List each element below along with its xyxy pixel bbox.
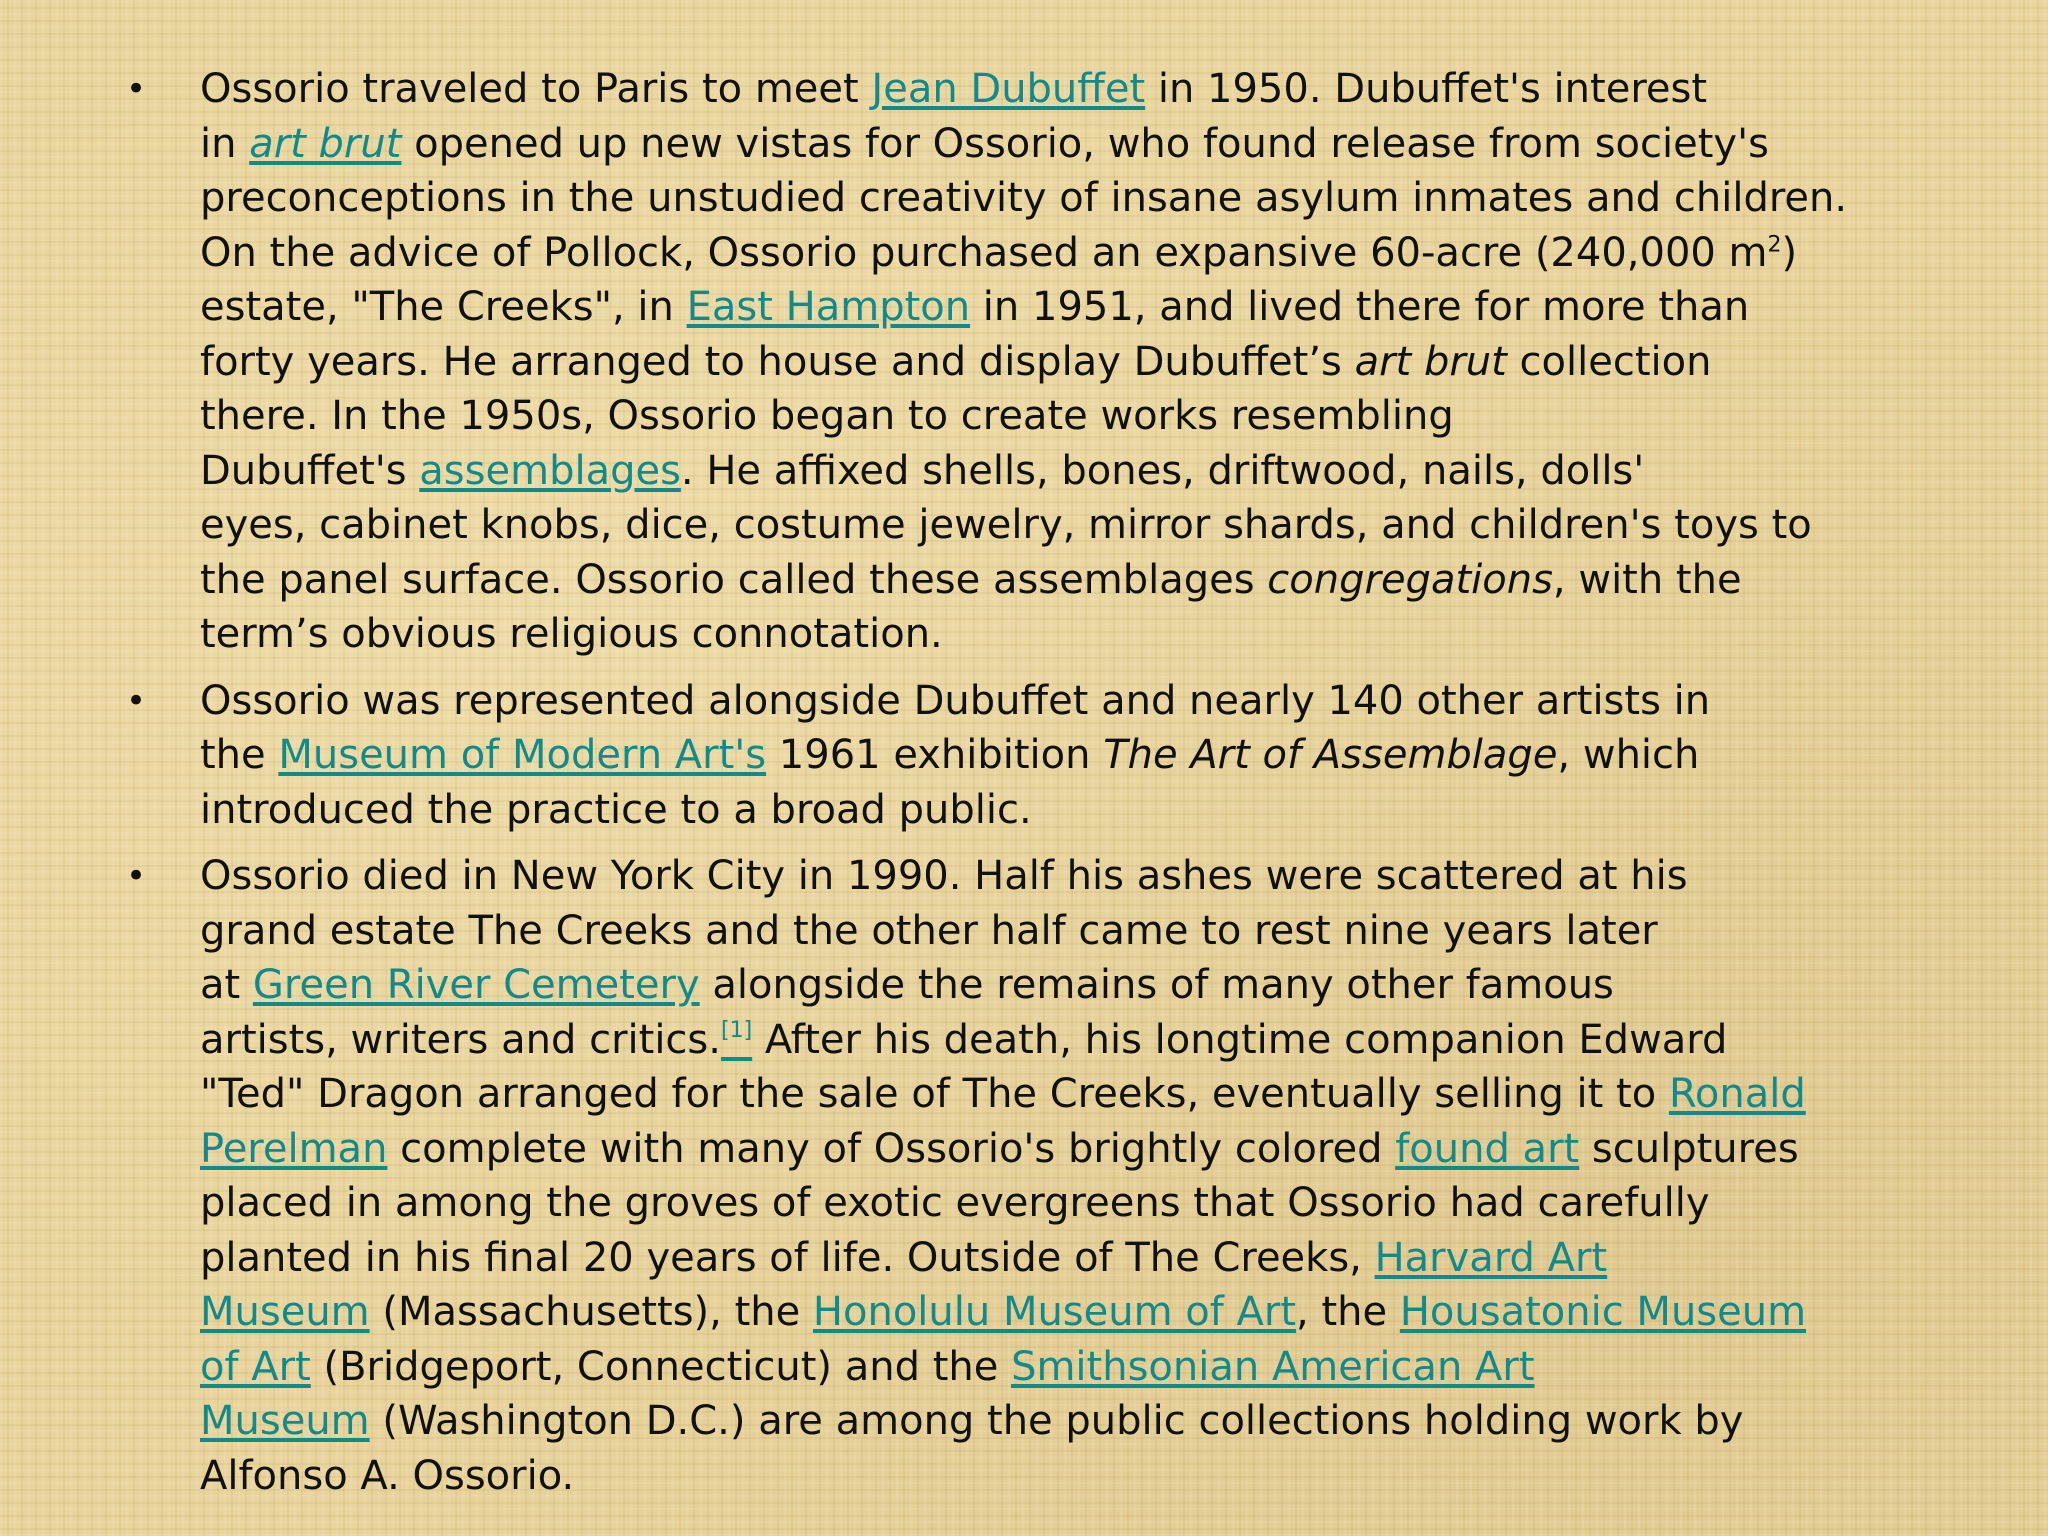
bullet-item-2 <box>118 674 1918 838</box>
text-line: the panel surface. Ossorio called these assemblages congregations, with the <box>200 556 1742 603</box>
link-housatonic-museum-of-art[interactable]: of Art <box>200 1343 311 1390</box>
text-line: Museum (Washington D.C.) are among the public collections holding work by <box>200 1398 1744 1444</box>
text-line: Perelman complete with many of Ossorio's brightly colored found art sculptures <box>200 1125 1799 1172</box>
text-line: planted in his final 20 years of life. Outside of The Creeks, Harvard Art <box>200 1234 1608 1281</box>
link-honolulu-museum-of-art[interactable]: Honolulu Museum of Art <box>812 1289 1297 1335</box>
link-museum-of-modern-art[interactable]: Museum of Modern Art's <box>278 732 767 778</box>
text-line: in art brut opened up new vistas for Ossorio, who found release from society's <box>200 120 1769 167</box>
link-harvard-art-museum[interactable]: Harvard Art <box>1374 1234 1608 1281</box>
link-assemblages[interactable]: assemblages <box>419 447 681 494</box>
text-line: Ossorio was represented alongside Dubuffet and nearly 140 other artists in <box>200 677 1711 724</box>
slide-content <box>118 62 1918 1515</box>
link-jean-dubuffet[interactable]: Jean Dubuffet <box>871 66 1146 112</box>
text-line: Ossorio died in New York City in 1990. Half his ashes were scattered at his <box>200 853 1688 899</box>
link-ronald-perelman[interactable]: Perelman <box>200 1125 388 1172</box>
text-line: preconceptions in the unstudied creativity of insane asylum inmates and children. <box>200 175 1848 221</box>
text-line: estate, "The Creeks", in East Hampton in 1951, and lived there for more than <box>200 284 1750 330</box>
text-line: introduced the practice to a broad public. <box>200 786 1032 833</box>
link-smithsonian-american-art-museum[interactable]: Museum <box>200 1398 370 1444</box>
citation-link[interactable]: [1] <box>720 1017 753 1043</box>
text-line: forty years. He arranged to house and display Dubuffet’s art brut collection <box>200 338 1712 385</box>
link-harvard-art-museum[interactable]: Museum <box>200 1289 370 1335</box>
link-ronald-perelman[interactable]: Ronald <box>1668 1071 1806 1117</box>
text-line: the Museum of Modern Art's 1961 exhibition The Art of Assemblage, which <box>200 732 1700 778</box>
superscript: 2 <box>1767 232 1782 258</box>
text-line: On the advice of Pollock, Ossorio purchased an expansive 60-acre (240,000 m$^2$) <box>200 229 1798 276</box>
text-line: artists, writers and critics.[1] After his death, his longtime companion Edward <box>200 1016 1728 1063</box>
bullet-item-1 <box>118 62 1918 662</box>
link-housatonic-museum-of-art[interactable]: Housatonic Museum <box>1399 1289 1807 1335</box>
link-green-river-cemetery[interactable]: Green River Cemetery <box>252 962 700 1008</box>
text-line: there. In the 1950s, Ossorio began to create works resembling <box>200 393 1454 439</box>
text-line: of Art (Bridgeport, Connecticut) and the Smithsonian American Art <box>200 1343 1535 1390</box>
text-line: grand estate The Creeks and the other half came to rest nine years later <box>200 907 1658 954</box>
text-line: Museum (Massachusetts), the Honolulu Museum of Art, the Housatonic Museum <box>200 1289 1807 1335</box>
text-line: Alfonso A. Ossorio. <box>200 1452 575 1499</box>
bullet-marker: • <box>126 856 147 896</box>
text-line: "Ted" Dragon arranged for the sale of The Creeks, eventually selling it to Ronald <box>200 1071 1806 1117</box>
bullet-marker: • <box>126 69 147 109</box>
bullet-item-3 <box>118 849 1918 1503</box>
text-line: Dubuffet's assemblages. He affixed shells, bones, driftwood, nails, dolls' <box>200 447 1645 494</box>
link-found-art[interactable]: found art <box>1395 1125 1580 1172</box>
link-east-hampton[interactable]: East Hampton <box>686 284 971 330</box>
text-line: Ossorio traveled to Paris to meet Jean Dubuffet in 1950. Dubuffet's interest <box>200 66 1708 112</box>
text-line: eyes, cabinet knobs, dice, costume jewelry, mirror shards, and children's toys to <box>200 502 1812 548</box>
link-art-brut[interactable]: art brut <box>249 120 402 167</box>
text-line: term’s obvious religious connotation. <box>200 611 943 657</box>
text-line: placed in among the groves of exotic evergreens that Ossorio had carefully <box>200 1180 1710 1226</box>
text-line: at Green River Cemetery alongside the remains of many other famous <box>200 962 1614 1008</box>
link-smithsonian-american-art-museum[interactable]: Smithsonian American Art <box>1011 1343 1535 1390</box>
bullet-marker: • <box>126 680 147 721</box>
